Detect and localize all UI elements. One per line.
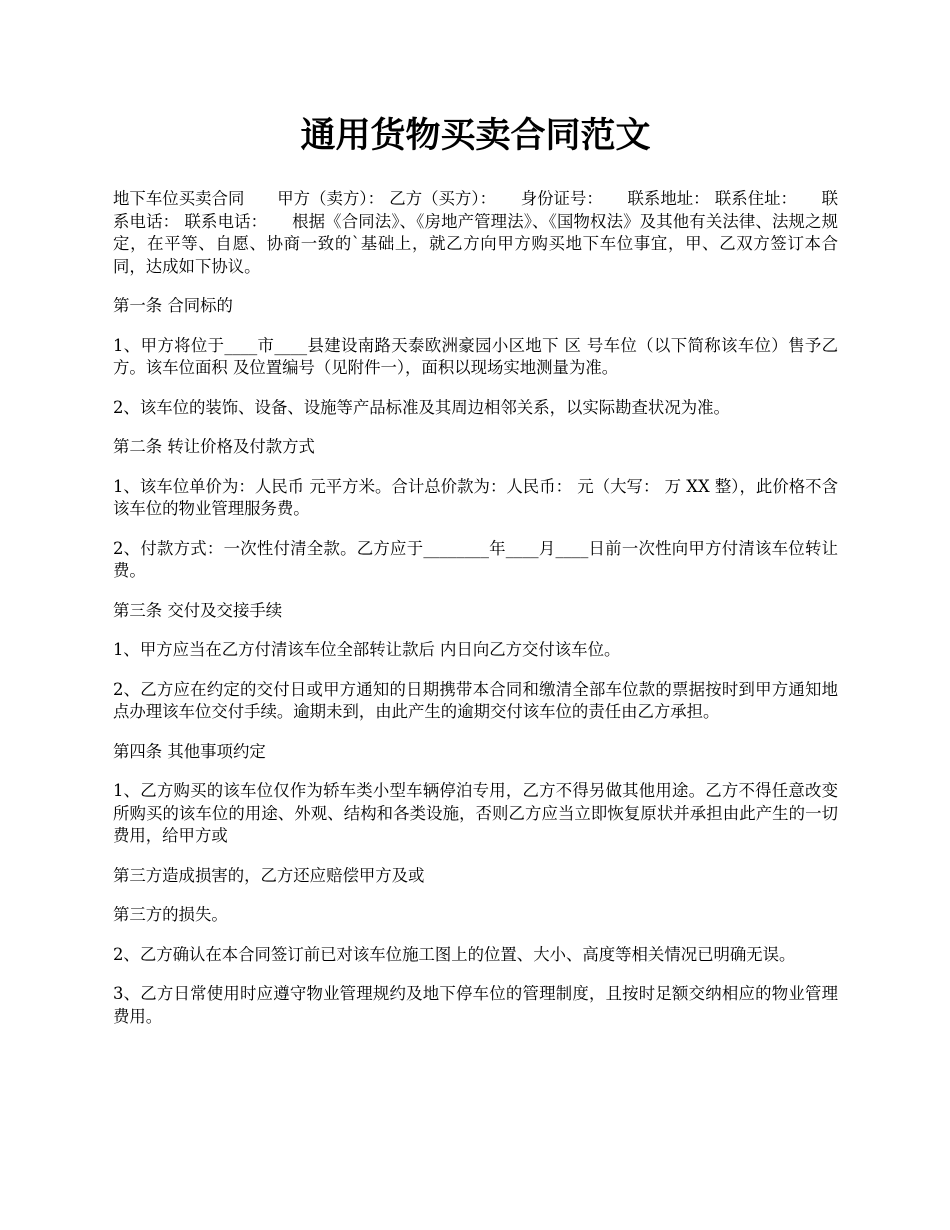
article-3-heading: 第三条 交付及交接手续 [113,600,283,620]
article-4-clause-3: 3、乙方日常使用时应遵守物业管理规约及地下停车位的管理制度，且按时足额交纳相应的物业管理费用。 [113,984,838,1026]
article-4-continuation-1: 第三方造成损害的，乙方还应赔偿甲方及或 [113,865,425,885]
intro-paragraph: 地下车位买卖合同 甲方（卖方）： 乙方（买方）： 身份证号： 联系地址： 联系住址： 联系电话： 联系电话： 根据《合同法》、《房地产管理法》、《国物权法》及其他有关法律、法规之规定，在平等、自愿、协商一致的`基础上，就乙方向甲方购买地下车位事宜，甲、乙双方签订本合同，达成如下协议。 [113,189,838,276]
article-1-heading: 第一条 合同标的 [113,296,233,315]
document-body [113,188,838,1028]
article-4-heading: 第四条 其他事项约定 [113,741,266,761]
article-3-clause-2: 2、乙方应在约定的交付日或甲方通知的日期携带本合同和缴清全部车位款的票据按时到甲方通知地点办理该车位交付手续。逾期未到，由此产生的逾期交付该车位的责任由乙方承担。 [113,679,838,721]
article-2-clause-2: 2、付款方式：一次性付清全款。乙方应于________年____月____日前一次性向甲方付清该车位转让费。 [113,538,838,580]
article-2-heading: 第二条 转让价格及付款方式 [113,437,315,456]
article-1-clause-2: 2、该车位的装饰、设备、设施等产品标准及其周边相邻关系，以实际勘查状况为准。 [113,397,730,417]
document-title: 通用货物买卖合同范文 [300,115,651,156]
article-4-clause-2: 2、乙方确认在本合同签订前已对该车位施工图上的位置、大小、高度等相关情况已明确无误。 [113,944,796,964]
article-3-clause-1: 1、甲方应当在乙方付清该车位全部转让款后 内日向乙方交付该车位。 [113,640,621,659]
article-2-clause-1: 1、该车位单价为：人民币 元平方米。合计总价款为：人民币： 元（大写： 万 XX 整），此价格不含该车位的物业管理服务费。 [113,476,838,518]
article-4-clause-1: 1、乙方购买的该车位仅作为轿车类小型车辆停泊专用，乙方不得另做其他用途。乙方不得任意改变所购买的该车位的用途、外观、结构和各类设施，否则乙方应当立即恢复原状并承担由此产生的一切费用，给甲方或 [113,781,838,845]
article-4-continuation-2: 第三方的损失。 [113,905,228,924]
article-1-clause-1: 1、甲方将位于____市____县建设南路天泰欧洲豪园小区地下 区 号车位（以下简称该车位）售予乙方。该车位面积 及位置编号（见附件一），面积以现场实地测量为准。 [113,335,838,377]
